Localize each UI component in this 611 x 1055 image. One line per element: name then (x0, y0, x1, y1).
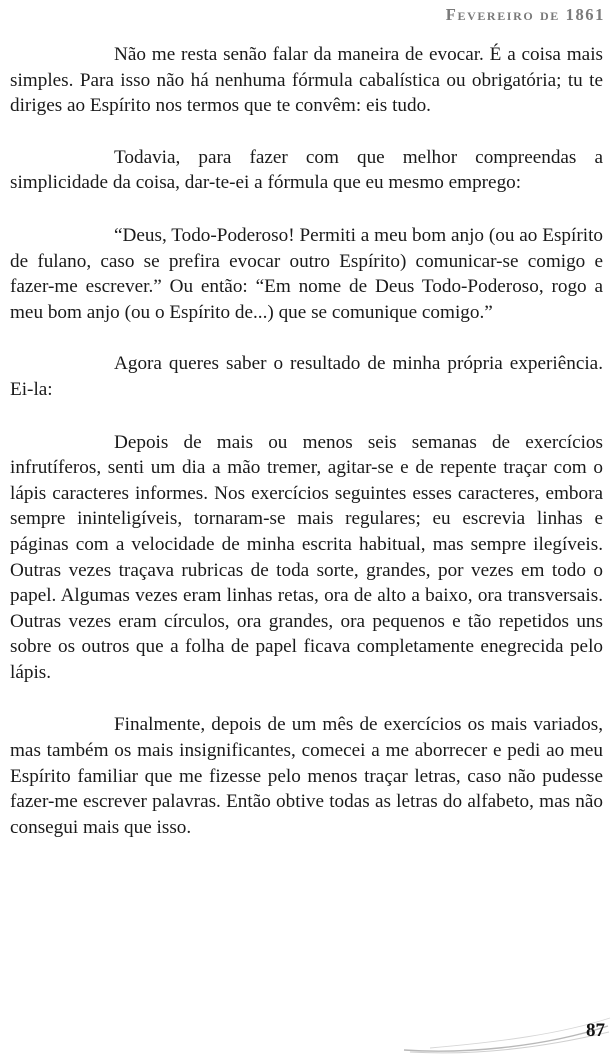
running-header: Fevereiro de 1861 (445, 5, 605, 24)
paragraph: Finalmente, depois de um mês de exercícios os mais variados, mas também os mais insignificantes, comecei a me aborrecer e pedi ao meu Espírito familiar que me fizesse pelo menos traçar letras, caso não pudesse fazer-me escrever palavras. Então obtive todas as letras do alfabeto, mas não consegui mais que isso. (10, 714, 603, 838)
paragraph: Depois de mais ou menos seis semanas de exercícios infrutíferos, senti um dia a mão tremer, agitar-se e de repente traçar com o lápis caracteres informes. Nos exercícios seguintes esses caracteres, embora sempre ininteligíveis, tornaram-se mais regulares; eu escrevia linhas e páginas com a velocidade de minha escrita habitual, mas sempre ilegíveis. Outras vezes traçava rubricas de toda sorte, grandes, por vezes em todo o papel. Algumas vezes eram linhas retas, ora de alto a baixo, ora transversais. Outras vezes eram círculos, ora grandes, ora pequenos e tão repetidos uns sobre os outros que a folha de papel ficava completamente enegrecida pelo lápis. (10, 431, 603, 683)
paragraph: Todavia, para fazer com que melhor compreendas a simplicidade da coisa, dar-te-ei a fórmula que eu mesmo emprego: (10, 146, 603, 194)
page-number: 87 (586, 1020, 605, 1041)
body-text (10, 42, 603, 867)
footer-swoosh-ornament (400, 1012, 611, 1055)
paragraph: Não me resta senão falar da maneira de evocar. É a coisa mais simples. Para isso não há nenhuma fórmula cabalística ou obrigatória; tu te diriges ao Espírito nos termos que te convêm: eis tudo. (10, 44, 603, 117)
paragraph: Agora queres saber o resultado de minha própria experiência. Ei-la: (10, 353, 603, 400)
paragraph: “Deus, Todo-Poderoso! Permiti a meu bom anjo (ou ao Espírito de fulano, caso se prefira evocar outro Espírito) comunicar-se comigo e fazer-me escrever.” Ou então: “Em nome de Deus Todo-Poderoso, rogo a meu bom anjo (ou o Espírito de...) que se comunique comigo.” (10, 224, 603, 323)
